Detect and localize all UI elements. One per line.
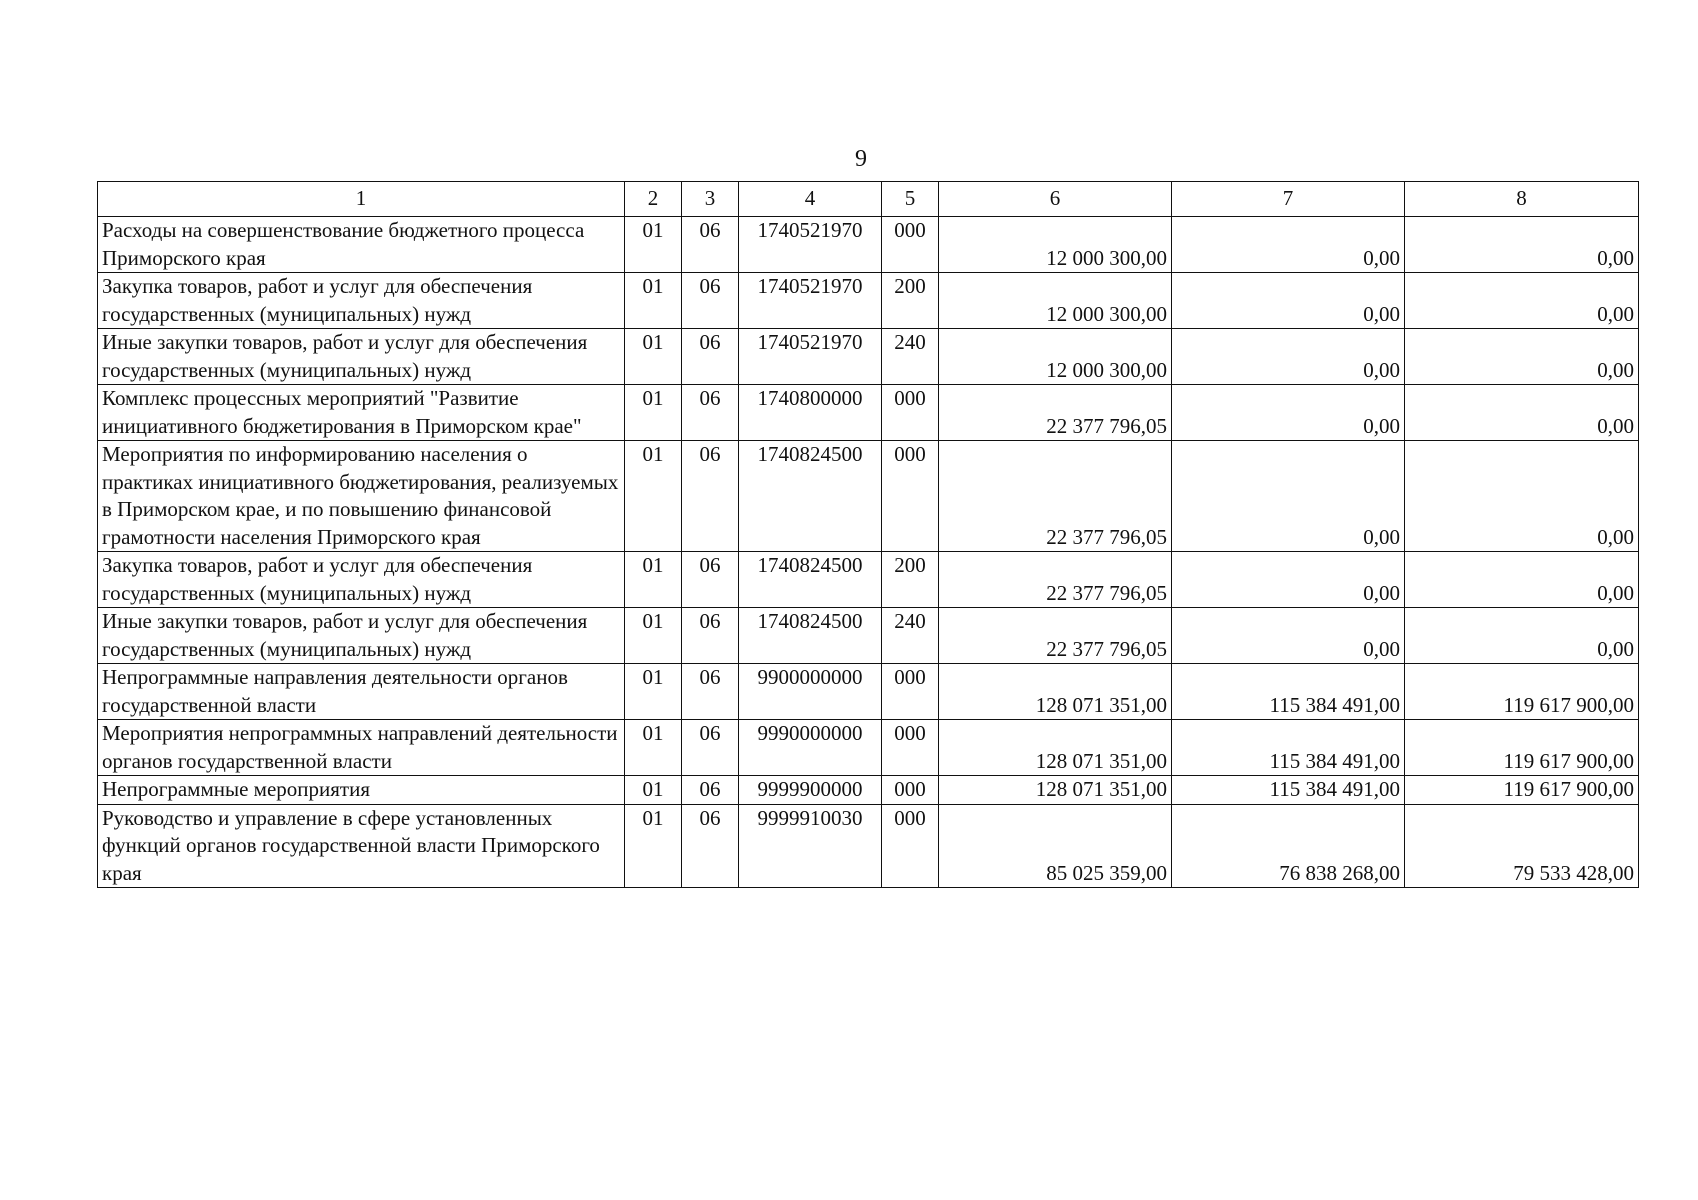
row-amount-3: 79 533 428,00	[1405, 804, 1639, 888]
row-target-code: 1740824500	[739, 552, 882, 608]
row-amount-1: 22 377 796,05	[939, 608, 1172, 664]
row-amount-1: 12 000 300,00	[939, 329, 1172, 385]
table-row	[98, 804, 1639, 888]
row-expense-type: 000	[882, 664, 939, 720]
row-subsection: 06	[682, 664, 739, 720]
header-col-6: 6	[939, 182, 1172, 217]
header-col-7: 7	[1172, 182, 1405, 217]
row-section: 01	[625, 804, 682, 888]
row-amount-2: 0,00	[1172, 273, 1405, 329]
row-amount-1: 12 000 300,00	[939, 273, 1172, 329]
row-subsection: 06	[682, 776, 739, 805]
header-col-3: 3	[682, 182, 739, 217]
row-amount-1: 128 071 351,00	[939, 664, 1172, 720]
header-row	[98, 182, 1639, 217]
table-row	[98, 385, 1639, 441]
row-amount-2: 0,00	[1172, 385, 1405, 441]
row-target-code: 1740521970	[739, 273, 882, 329]
row-expense-type: 000	[882, 804, 939, 888]
table-row	[98, 329, 1639, 385]
row-amount-2: 115 384 491,00	[1172, 776, 1405, 805]
row-amount-3: 0,00	[1405, 441, 1639, 552]
row-name: Иные закупки товаров, работ и услуг для обеспечения государственных (муниципальных) нужд	[98, 608, 625, 664]
header-col-2: 2	[625, 182, 682, 217]
header-col-1: 1	[98, 182, 625, 217]
row-subsection: 06	[682, 273, 739, 329]
row-subsection: 06	[682, 804, 739, 888]
row-subsection: 06	[682, 720, 739, 776]
row-amount-2: 115 384 491,00	[1172, 664, 1405, 720]
row-amount-1: 22 377 796,05	[939, 385, 1172, 441]
row-target-code: 9990000000	[739, 720, 882, 776]
row-expense-type: 000	[882, 217, 939, 273]
row-section: 01	[625, 552, 682, 608]
row-amount-1: 12 000 300,00	[939, 217, 1172, 273]
row-name: Мероприятия непрограммных направлений деятельности органов государственной власти	[98, 720, 625, 776]
row-subsection: 06	[682, 441, 739, 552]
row-amount-2: 0,00	[1172, 608, 1405, 664]
row-name: Руководство и управление в сфере установленных функций органов государственной власти Приморского края	[98, 804, 625, 888]
row-subsection: 06	[682, 552, 739, 608]
row-name: Комплекс процессных мероприятий "Развитие инициативного бюджетирования в Приморском крае"	[98, 385, 625, 441]
row-amount-2: 0,00	[1172, 329, 1405, 385]
row-expense-type: 240	[882, 608, 939, 664]
row-target-code: 1740824500	[739, 608, 882, 664]
row-amount-1: 22 377 796,05	[939, 552, 1172, 608]
row-section: 01	[625, 664, 682, 720]
row-amount-2: 0,00	[1172, 217, 1405, 273]
row-subsection: 06	[682, 217, 739, 273]
row-amount-2: 0,00	[1172, 441, 1405, 552]
row-amount-3: 0,00	[1405, 608, 1639, 664]
table-row	[98, 441, 1639, 552]
row-section: 01	[625, 720, 682, 776]
row-target-code: 1740800000	[739, 385, 882, 441]
row-amount-2: 115 384 491,00	[1172, 720, 1405, 776]
row-expense-type: 000	[882, 776, 939, 805]
row-section: 01	[625, 776, 682, 805]
budget-table	[97, 181, 1639, 888]
table-row	[98, 776, 1639, 805]
row-name: Мероприятия по информированию населения о практиках инициативного бюджетирования, реализуемых в Приморском крае, и по повышению финансовой грамотности населения Приморского края	[98, 441, 625, 552]
row-amount-3: 0,00	[1405, 273, 1639, 329]
row-target-code: 9999900000	[739, 776, 882, 805]
row-amount-3: 119 617 900,00	[1405, 664, 1639, 720]
header-col-4: 4	[739, 182, 882, 217]
row-subsection: 06	[682, 329, 739, 385]
row-name: Закупка товаров, работ и услуг для обеспечения государственных (муниципальных) нужд	[98, 273, 625, 329]
row-amount-1: 128 071 351,00	[939, 776, 1172, 805]
row-subsection: 06	[682, 385, 739, 441]
row-target-code: 1740521970	[739, 217, 882, 273]
row-expense-type: 200	[882, 273, 939, 329]
header-col-8: 8	[1405, 182, 1639, 217]
row-subsection: 06	[682, 608, 739, 664]
table-row	[98, 217, 1639, 273]
row-amount-2: 76 838 268,00	[1172, 804, 1405, 888]
row-target-code: 1740824500	[739, 441, 882, 552]
row-amount-3: 0,00	[1405, 329, 1639, 385]
row-amount-3: 0,00	[1405, 217, 1639, 273]
row-section: 01	[625, 441, 682, 552]
table-row	[98, 552, 1639, 608]
row-amount-3: 119 617 900,00	[1405, 776, 1639, 805]
row-expense-type: 000	[882, 441, 939, 552]
table-row	[98, 664, 1639, 720]
table-row	[98, 273, 1639, 329]
page-number: 9	[855, 146, 867, 172]
row-name: Непрограммные мероприятия	[98, 776, 625, 805]
row-target-code: 9900000000	[739, 664, 882, 720]
row-name: Расходы на совершенствование бюджетного процесса Приморского края	[98, 217, 625, 273]
row-section: 01	[625, 608, 682, 664]
row-expense-type: 200	[882, 552, 939, 608]
row-name: Непрограммные направления деятельности органов государственной власти	[98, 664, 625, 720]
row-section: 01	[625, 273, 682, 329]
row-section: 01	[625, 217, 682, 273]
row-section: 01	[625, 385, 682, 441]
row-target-code: 9999910030	[739, 804, 882, 888]
row-amount-2: 0,00	[1172, 552, 1405, 608]
row-section: 01	[625, 329, 682, 385]
row-expense-type: 000	[882, 720, 939, 776]
table-row	[98, 608, 1639, 664]
row-amount-3: 119 617 900,00	[1405, 720, 1639, 776]
row-amount-1: 128 071 351,00	[939, 720, 1172, 776]
row-name: Иные закупки товаров, работ и услуг для обеспечения государственных (муниципальных) нужд	[98, 329, 625, 385]
table-row	[98, 720, 1639, 776]
row-amount-1: 22 377 796,05	[939, 441, 1172, 552]
row-amount-1: 85 025 359,00	[939, 804, 1172, 888]
row-amount-3: 0,00	[1405, 552, 1639, 608]
row-amount-3: 0,00	[1405, 385, 1639, 441]
header-col-5: 5	[882, 182, 939, 217]
row-expense-type: 000	[882, 385, 939, 441]
row-name: Закупка товаров, работ и услуг для обеспечения государственных (муниципальных) нужд	[98, 552, 625, 608]
row-target-code: 1740521970	[739, 329, 882, 385]
row-expense-type: 240	[882, 329, 939, 385]
